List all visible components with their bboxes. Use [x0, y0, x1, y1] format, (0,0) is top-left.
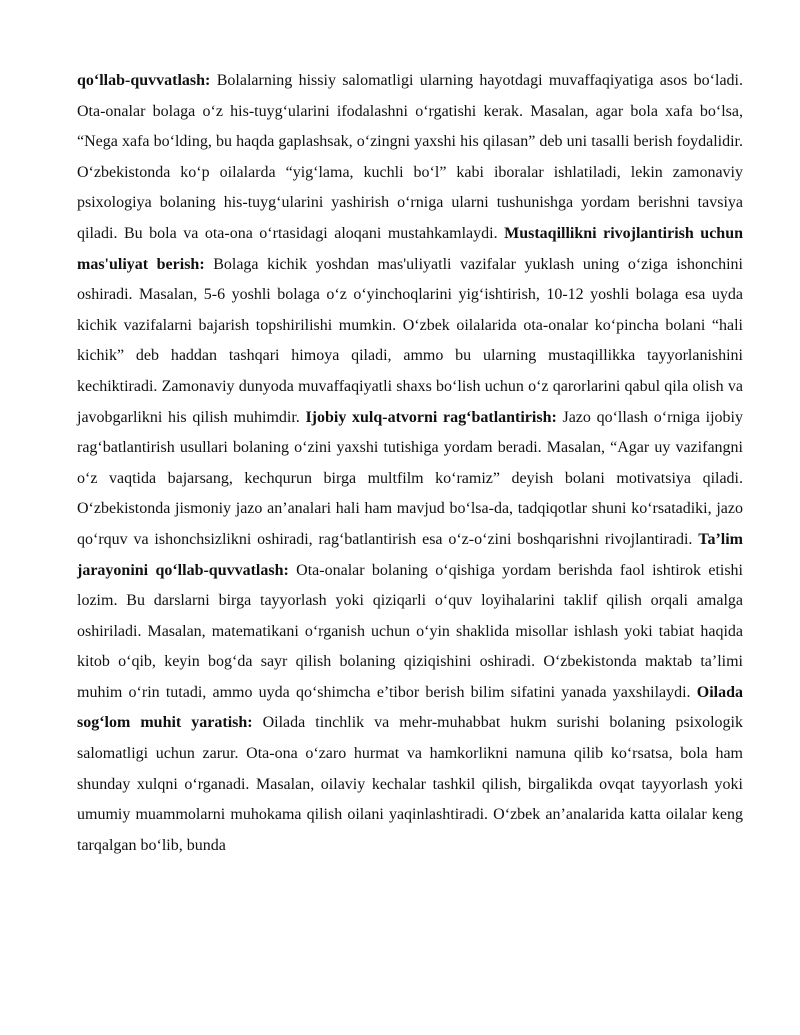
body-paragraph — [77, 66, 743, 861]
section-text-independence: Bolaga kichik yoshdan mas'uliyatli vazifalar yuklash uning o‘ziga ishonchini oshiradi. Masalan, 5-6 yoshli bolaga o‘z o‘yinchoqlarini yig‘ishtirish, 10-12 yoshli bolaga esa uyda kichik vazifalarni bajarish topshirilishi mumkin. O‘zbek oilalarida ota-onalar ko‘pincha bolani “hali kichik” deb haddan tashqari himoya qiladi, ammo bu ularning mustaqillikka tayyorlanishini kechiktiradi. Zamonaviy dunyoda muvaffaqiyatli shaxs bo‘lish uchun o‘z qarorlarini qabul qila olish va javobgarlikni his qilish muhimdir. — [77, 255, 744, 426]
section-heading-positive-behavior: Ijobiy xulq-atvorni rag‘batlantirish: — [305, 408, 557, 426]
section-heading-healthy-family: Oilada sog‘lom muhit yaratish: — [77, 683, 743, 732]
section-heading-independence: Mustaqillikni rivojlantirish uchun mas'uliyat berish: — [77, 224, 743, 273]
section-heading-education-support: Ta’lim jarayonini qo‘llab-quvvatlash: — [77, 530, 743, 579]
section-text-education-support: Ota-onalar bolaning o‘qishiga yordam berishda faol ishtirok etishi lozim. Bu darslarni birga tayyorlash yoki qiziqarli o‘quv loyihalarini taklif qilish orqali amalga oshiriladi. Masalan, matematikani o‘rganish uchun o‘yin shaklida misollar ishlash yoki tabiat haqida kitob o‘qib, keyin bog‘da sayr qilish bolaning qiziqishini oshiradi. O‘zbekistonda maktab ta’limi muhim o‘rin tutadi, ammo uyda qo‘shimcha e’tibor berish bilim sifatini yanada yaxshilaydi. — [77, 561, 744, 701]
section-text-emotional-support: Bolalarning hissiy salomatligi ularning hayotdagi muvaffaqiyatiga asos bo‘ladi. Ota-onalar bolaga o‘z his-tuyg‘ularini ifodalashni o‘rgatishi kerak. Masalan, agar bola xafa bo‘lsa, “Nega xafa bo‘lding, bu haqda gaplashsak, o‘zingni yaxshi his qilasan” deb uni tasalli berish foydalidir. O‘zbekistonda ko‘p oilalarda “yig‘lama, kuchli bo‘l” kabi iboralar ishlatiladi, lekin zamonaviy psixologiya bolaning his-tuyg‘ularini yashirish o‘rniga ularni tushunishga yordam berishni tavsiya qiladi. Bu bola va ota-ona o‘rtasidagi aloqani mustahkamlaydi. — [77, 72, 743, 242]
section-text-positive-behavior: Jazo qo‘llash o‘rniga ijobiy rag‘batlantirish usullari bolaning o‘zini yaxshi tutishiga yordam beradi. Masalan, “Agar uy vazifangni o‘z vaqtida bajarsang, kechqurun birga multfilm ko‘ramiz” deyish bolani motivatsiya qiladi. O‘zbekistonda jismoniy jazo an’analari hali ham mavjud bo‘lsa-da, tadqiqotlar shuni ko‘rsatadiki, jazo qo‘rquv va ishonchsizlikni oshiradi, rag‘batlantirish esa o‘z-o‘zini boshqarishni rivojlantiradi. — [77, 408, 744, 548]
section-heading-emotional-support: qo‘llab-quvvatlash: — [77, 72, 211, 89]
section-text-healthy-family: Oilada tinchlik va mehr-muhabbat hukm surishi bolaning psixologik salomatligi uchun zarur. Ota-ona o‘zaro hurmat va hamkorlikni namuna qilib ko‘rsatsa, bola ham shunday xulqni o‘rganadi. Masalan, oilaviy kechalar tashkil qilish, birgalikda ovqat tayyorlash yoki umumiy muammolarni muhokama qilish oilani yaqinlashtiradi. O‘zbek an’analarida katta oilalar keng tarqalgan bo‘lib, bunda — [77, 714, 743, 854]
document-page — [77, 66, 743, 861]
